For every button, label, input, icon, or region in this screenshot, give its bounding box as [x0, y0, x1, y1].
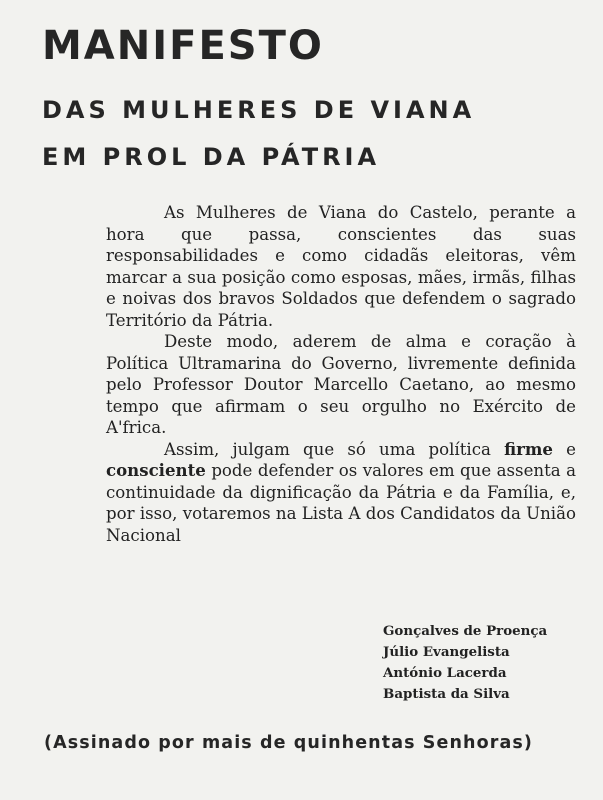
signatory-name: Gonçalves de Proença	[383, 623, 548, 639]
manifesto-body	[106, 202, 576, 546]
subtitle-line-1: DAS MULHERES DE VIANA	[42, 96, 476, 124]
paragraph-3-start: Assim, julgam que só uma política	[164, 439, 491, 459]
emphasis-consciente: consciente	[106, 460, 206, 480]
signatory-name: Júlio Evangelista	[383, 644, 510, 660]
emphasis-firme: firme	[504, 438, 553, 459]
page-title: MANIFESTO	[42, 23, 324, 69]
paragraph-3-end: pode defender os valores em que assenta a continuidade da dignificação da Pátria e da Família, e, por isso, votaremos na Lista A dos Candidatos da União Nacional	[106, 461, 576, 545]
subtitle-line-2: EM PROL DA PÁTRIA	[42, 143, 381, 171]
paragraph-3-conjunction: e	[566, 439, 576, 459]
paragraph-1: As Mulheres de Viana do Castelo, perante a hora que passa, conscientes das suas responsabilidades e como cidadãs eleitoras, vêm marcar a sua posição como esposas, mães, irmãs, filhas e noivas dos bravos Soldados que defendem o sagrado Território da Pátria.	[106, 203, 576, 330]
signatory-name: António Lacerda	[383, 665, 507, 681]
signed-note: (Assinado por mais de quinhentas Senhoras)	[44, 733, 533, 753]
paragraph-3	[106, 439, 576, 547]
paragraph-2: Deste modo, aderem de alma e coração à Política Ultramarina do Governo, livremente definida pelo Professor Doutor Marcello Caetano, ao mesmo tempo que afirmam o seu orgulho no Exército de A'frica.	[106, 332, 576, 437]
signatories-list	[383, 621, 547, 705]
signatory-name: Baptista da Silva	[383, 686, 510, 702]
